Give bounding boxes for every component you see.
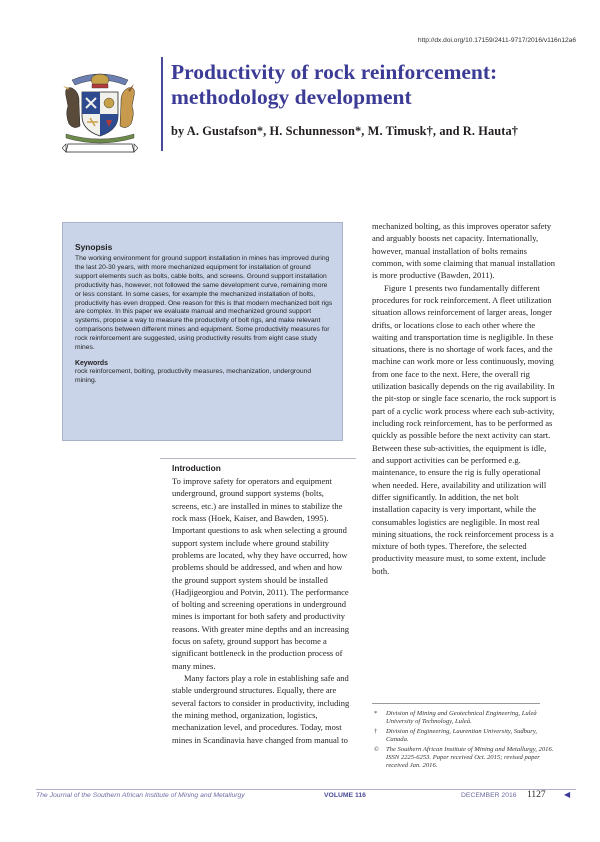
introduction-heading: Introduction — [160, 458, 356, 471]
footnote-mark: * — [374, 710, 378, 717]
page-footer — [36, 791, 576, 803]
article-title: Productivity of rock reinforcement: methodology development — [171, 60, 498, 109]
left-column — [172, 475, 351, 746]
footnote-affiliation-1 — [374, 710, 554, 727]
footnote-mark: † — [374, 727, 378, 735]
footnote-mark: © — [374, 745, 380, 753]
intro-paragraph-2: Many factors play a role in establishing safe and stable underground structures. Equally, there are several factors to consider in productivity, including the mining method, organization, logistics, mechanization level, and procedures. Today, most mines in Scandinavia have changed from manual to — [172, 673, 350, 745]
article-authors: by A. Gustafson*, H. Schunnesson*, M. Timusk†, and R. Hauta† — [171, 124, 519, 138]
synopsis-text: The working environment for ground support installation in mines has improved during the last 20-30 years, with more mechanized equipment for installation of ground support elements such as bolts, cable bolts, and screens. Ground support installation productivity has, however, not followed the same development curve, remaining more or less constant. In some cases, for example the mechanized installation of bolts, productivity has even dropped. One reason for this is that modern mechanized bolt rigs are complex. In this paper we evaluate manual and mechanized ground support systems, propose a way to measure the productivity of bolt rigs, and make relevant comparisons between different mines and equipment. Some productivity measures for rock reinforcement are suggested, using productivity results from eight case study mines. — [75, 255, 333, 352]
right-paragraph-1: mechanized bolting, as this improves operator safety and arguably boosts net capacity. Internationally, however, manual installation of bolts remains common, with some claiming that manual installation is more productive (Bawden, 2011). — [372, 221, 555, 281]
keywords-heading: Keywords — [75, 359, 108, 367]
footnotes — [374, 710, 554, 772]
synopsis-box — [62, 222, 343, 441]
footnote-copyright — [374, 746, 554, 771]
doi-link[interactable]: http://dx.doi.org/10.17159/2411-9717/2016/v116n12a6 — [417, 37, 576, 44]
right-column — [372, 220, 557, 577]
footer-page-number: 1127 — [527, 790, 546, 800]
keywords-text: rock reinforcement, bolting, productivity measures, mechanization, underground mining. — [75, 367, 312, 384]
footnote-text: The Southern African Institute of Mining and Metallurgy, 2016. ISSN 2225-6253. Paper received Oct. 2015; revised paper received Jan. 2016. — [386, 745, 554, 770]
footer-rule — [36, 789, 576, 790]
right-paragraph-2: Figure 1 presents two fundamentally different procedures for rock reinforcement. A fleet utilization situation allows reinforcement of larger areas, longer drifts, or locations close to each other where the waiting and transportation time is negligible. In these situations, there is no shortage of work faces, and the machine can work more or less continuously, moving from one face to the next. Here, the overall rig utilization basically depends on the rig availability. In the pit-stop or single face scenario, the rock support is part of a cyclic work process where each sub-activity, including rock reinforcement, has to be performed as quickly as possible before the next activity can start. Between these sub-activities, the equipment is idle, and support activities can be performed e.g. maintenance, to ensure the rig is fully operational when needed. Here, availability and utilization will differ significantly. In addition, the net bolt installation capacity is very important, while the consumables logistics are negligible. In most real mining situations, the rock reinforcement process is a mixture of both types. Therefore, the selected productivity measure must, to some extent, include both. — [372, 282, 557, 576]
footnote-text: Division of Engineering, Laurentian University, Sudbury, Canada. — [386, 727, 538, 744]
footer-arrow-icon: ◀ — [564, 790, 571, 799]
footer-journal-name: The Journal of the Southern African Institute of Mining and Metallurgy — [36, 792, 245, 799]
institute-crest-logo — [62, 64, 138, 158]
intro-paragraph-1: To improve safety for operators and equipment underground, ground support systems (bolts, screens, etc.) are installed in mines to stabilize the rock mass (Hoek, Kaiser, and Bawden, 1995). Important questions to ask when selecting a ground support system include where ground stability problems are located, why they have occurred, how problems should be addressed, and when and how the ground support system should be installed (Hadjigeorgiou and Potvin, 2011). The performance of bolting and screening operations in underground mines is important for both safety and productivity reasons. With greater mine depths and an increasing focus on safety, ground support has become a significant bottleneck in the production process of many mines. — [172, 476, 349, 671]
footer-date: DECEMBER 2016 — [461, 792, 517, 799]
footer-volume: VOLUME 116 — [324, 792, 366, 799]
footnote-text: Division of Mining and Geotechnical Engineering, Luleå University of Technology, Luleå. — [386, 710, 537, 726]
footnote-rule — [372, 703, 540, 704]
synopsis-heading: Synopsis — [75, 242, 113, 252]
title-divider — [161, 57, 163, 151]
footnote-affiliation-2 — [374, 728, 554, 745]
